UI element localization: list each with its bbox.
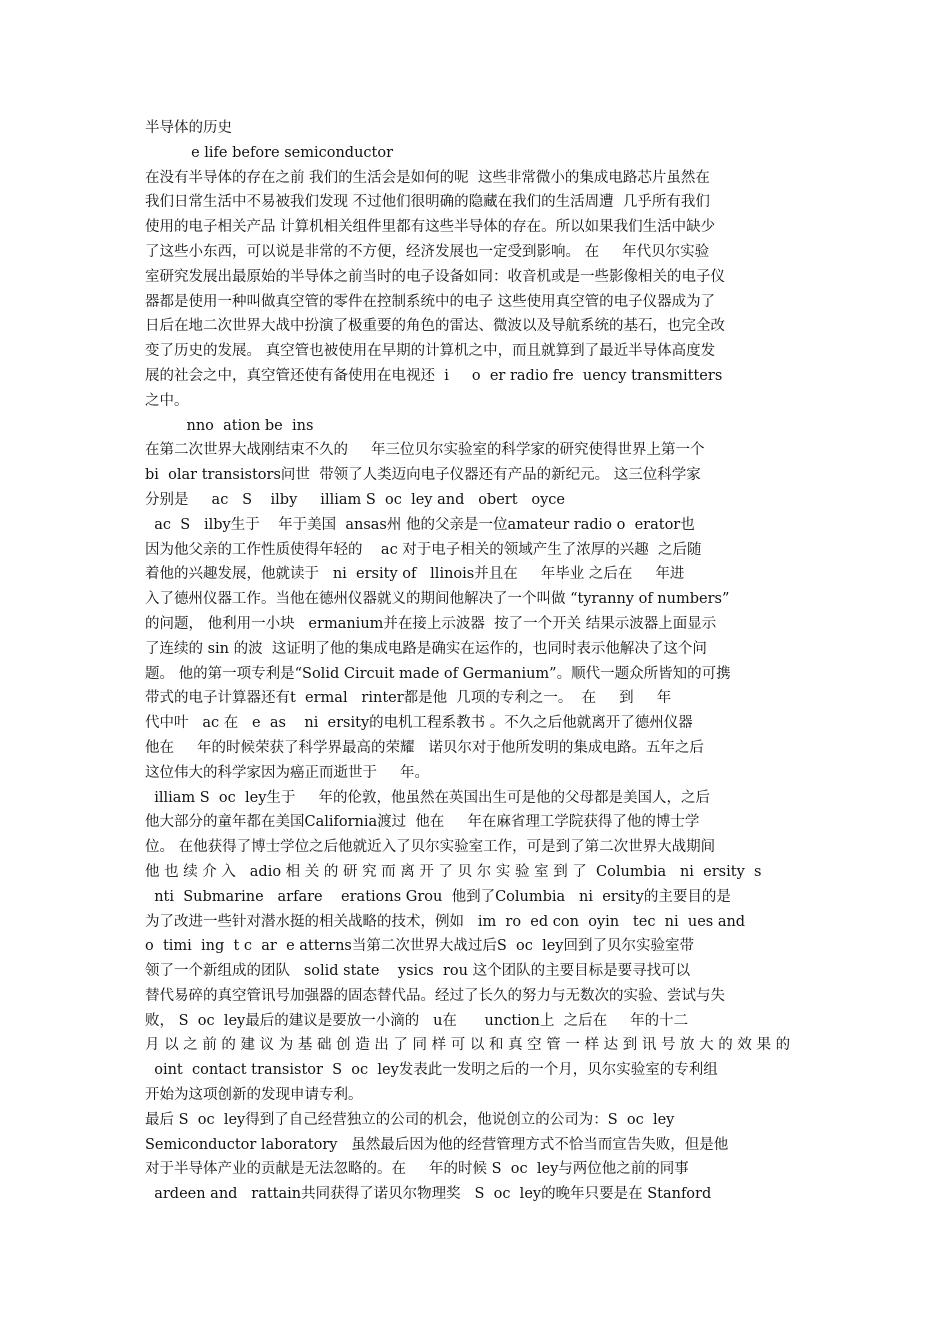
text-line: bi olar transistors问世 带领了人类迈向电子仪器还有产品的新纪元。 这三位科学家: [145, 467, 701, 484]
text-line: 变了历史的发展。 真空管也被使用在早期的计算机之中，而且就算到了最近半导体高度发: [145, 343, 716, 360]
text-line: 着他的兴趣发展，他就读于 ni ersity of llinois并且在 年毕业 之后在 年进: [145, 566, 685, 583]
text-line: 位。 在他获得了博士学位之后他就近入了贝尔实验室工作，可是到了第二次世界大战期间: [145, 839, 716, 856]
text-line: 日后在地二次世界大战中扮演了极重要的角色的雷达、微波以及导航系统的基石，也完全改: [145, 318, 725, 335]
text-line: 领了一个新组成的团队 solid state ysics rou 这个团队的主要目标是要寻找可以: [145, 963, 691, 980]
text-line: ac S ilby生于 年于美国 ansas州 他的父亲是一位amateur radio o erator也: [145, 516, 695, 533]
text-line: 使用的电子相关产品 计算机相关组件里都有这些半导体的存在。所以如果我们生活中缺少: [145, 219, 716, 236]
text-line: 月 以 之 前 的 建 议 为 基 础 创 造 出 了 同 样 可 以 和 真 空 管 一 样 达 到 讯 号 放 大 的 效 果 的: [145, 1037, 791, 1054]
text-line: 为了改进一些针对潜水挺的相关战略的技术，例如 im ro ed con oyin tec ni ues and: [145, 913, 746, 930]
text-line: 在没有半导体的存在之前 我们的生活会是如何的呢 这些非常微小的集成电路芯片虽然在: [145, 169, 710, 186]
text-line: 他在 年的时候荣获了科学界最高的荣耀 诺贝尔对于他所发明的集成电路。五年之后: [145, 739, 704, 756]
text-line: o timi ing t c ar e atterns当第二次世界大战过后S oc ley回到了贝尔实验室带: [145, 938, 694, 955]
text-line: 器都是使用一种叫做真空管的零件在控制系统中的电子 这些使用真空管的电子仪器成为了: [145, 293, 716, 310]
section-heading: nno ation be ins: [145, 417, 314, 434]
text-line: ardeen and rattain共同获得了诺贝尔物理奖 S oc ley的晚年只要是在 Stanford: [145, 1186, 712, 1203]
text-line: 分别是 ac S ilby illiam S oc ley and obert oyce: [145, 491, 565, 508]
text-line: 的问题， 他利用一小块 ermanium并在接上示波器 按了一个开关 结果示波器上面显示: [145, 615, 717, 632]
text-line: 这位伟大的科学家因为癌正而逝世于 年。: [145, 764, 430, 781]
text-line: 我们日常生活中不易被我们发现 不过他们很明确的隐藏在我们的生活周遭 几乎所有我们: [145, 194, 710, 211]
text-line: 展的社会之中，真空管还使有备使用在电视还 i o er radio fre uency transmitters: [145, 367, 723, 384]
paragraph-lines: [145, 141, 855, 1207]
text-line: 最后 S oc ley得到了自己经营独立的公司的机会，他说创立的公司为：S oc ley: [145, 1111, 675, 1128]
text-line: 他 也 续 介 入 adio 相 关 的 研 究 而 离 开 了 贝 尔 实 验 室 到 了 Columbia ni ersity s: [145, 863, 762, 880]
text-line: 在第二次世界大战刚结束不久的 年三位贝尔实验室的科学家的研究使得世界上第一个: [145, 442, 705, 459]
text-line: 题。 他的第一项专利是“Solid Circuit made of Germanium”。顺代一题众所皆知的可携: [145, 665, 731, 682]
text-line: 了连续的 sin 的波 这证明了他的集成电路是确实在运作的，也同时表示他解决了这个问: [145, 640, 707, 657]
text-line: 入了德州仪器工作。当他在德州仪器就义的期间他解决了一个叫做 “tyranny of numbers”: [145, 591, 730, 608]
text-line: 他大部分的童年都在美国California渡过 他在 年在麻省理工学院获得了他的博士学: [145, 814, 700, 831]
text-line: 对于半导体产业的贡献是无法忽略的。在 年的时候 S oc ley与两位他之前的同事: [145, 1161, 689, 1178]
text-line: 替代易碎的真空管讯号加强器的固态替代品。经过了长久的努力与无数次的实验、尝试与失: [145, 987, 725, 1004]
document-body: [145, 116, 855, 1207]
text-line: nti Submarine arfare erations Grou 他到了Columbia ni ersity的主要目的是: [145, 888, 731, 905]
text-line: 了这些小东西，可以说是非常的不方便，经济发展也一定受到影响。 在 年代贝尔实验: [145, 243, 710, 260]
text-line: 开始为这项创新的发现申请专利。: [145, 1087, 363, 1104]
text-line: 因为他父亲的工作性质使得年轻的 ac 对于电子相关的领域产生了浓厚的兴趣 之后随: [145, 541, 702, 558]
text-line: oint contact transistor S oc ley发表此一发明之后的一个月，贝尔实验室的专利组: [145, 1062, 718, 1079]
text-line: illiam S oc ley生于 年的伦敦，他虽然在英国出生可是他的父母都是美国人，之后: [145, 789, 710, 806]
text-line: 室研究发展出最原始的半导体之前当时的电子设备如同：收音机或是一些影像相关的电子仪: [145, 268, 725, 285]
text-line: 之中。: [145, 392, 189, 409]
text-line: 代中叶 ac 在 e as ni ersity的电机工程系教书 。不久之后他就离开了德州仪器: [145, 715, 693, 732]
text-line: 带式的电子计算器还有t ermal rinter都是他 几项的专利之一。 在 到 年: [145, 690, 672, 707]
document-title: 半导体的历史: [145, 120, 232, 136]
text-line: e life before semiconductor: [145, 144, 394, 161]
text-line: 败， S oc ley最后的建议是要放一小滴的 u在 unction上 之后在 年的十二: [145, 1012, 689, 1029]
text-line: Semiconductor laboratory 虽然最后因为他的经营管理方式不恰当而宣告失败，但是他: [145, 1136, 729, 1153]
